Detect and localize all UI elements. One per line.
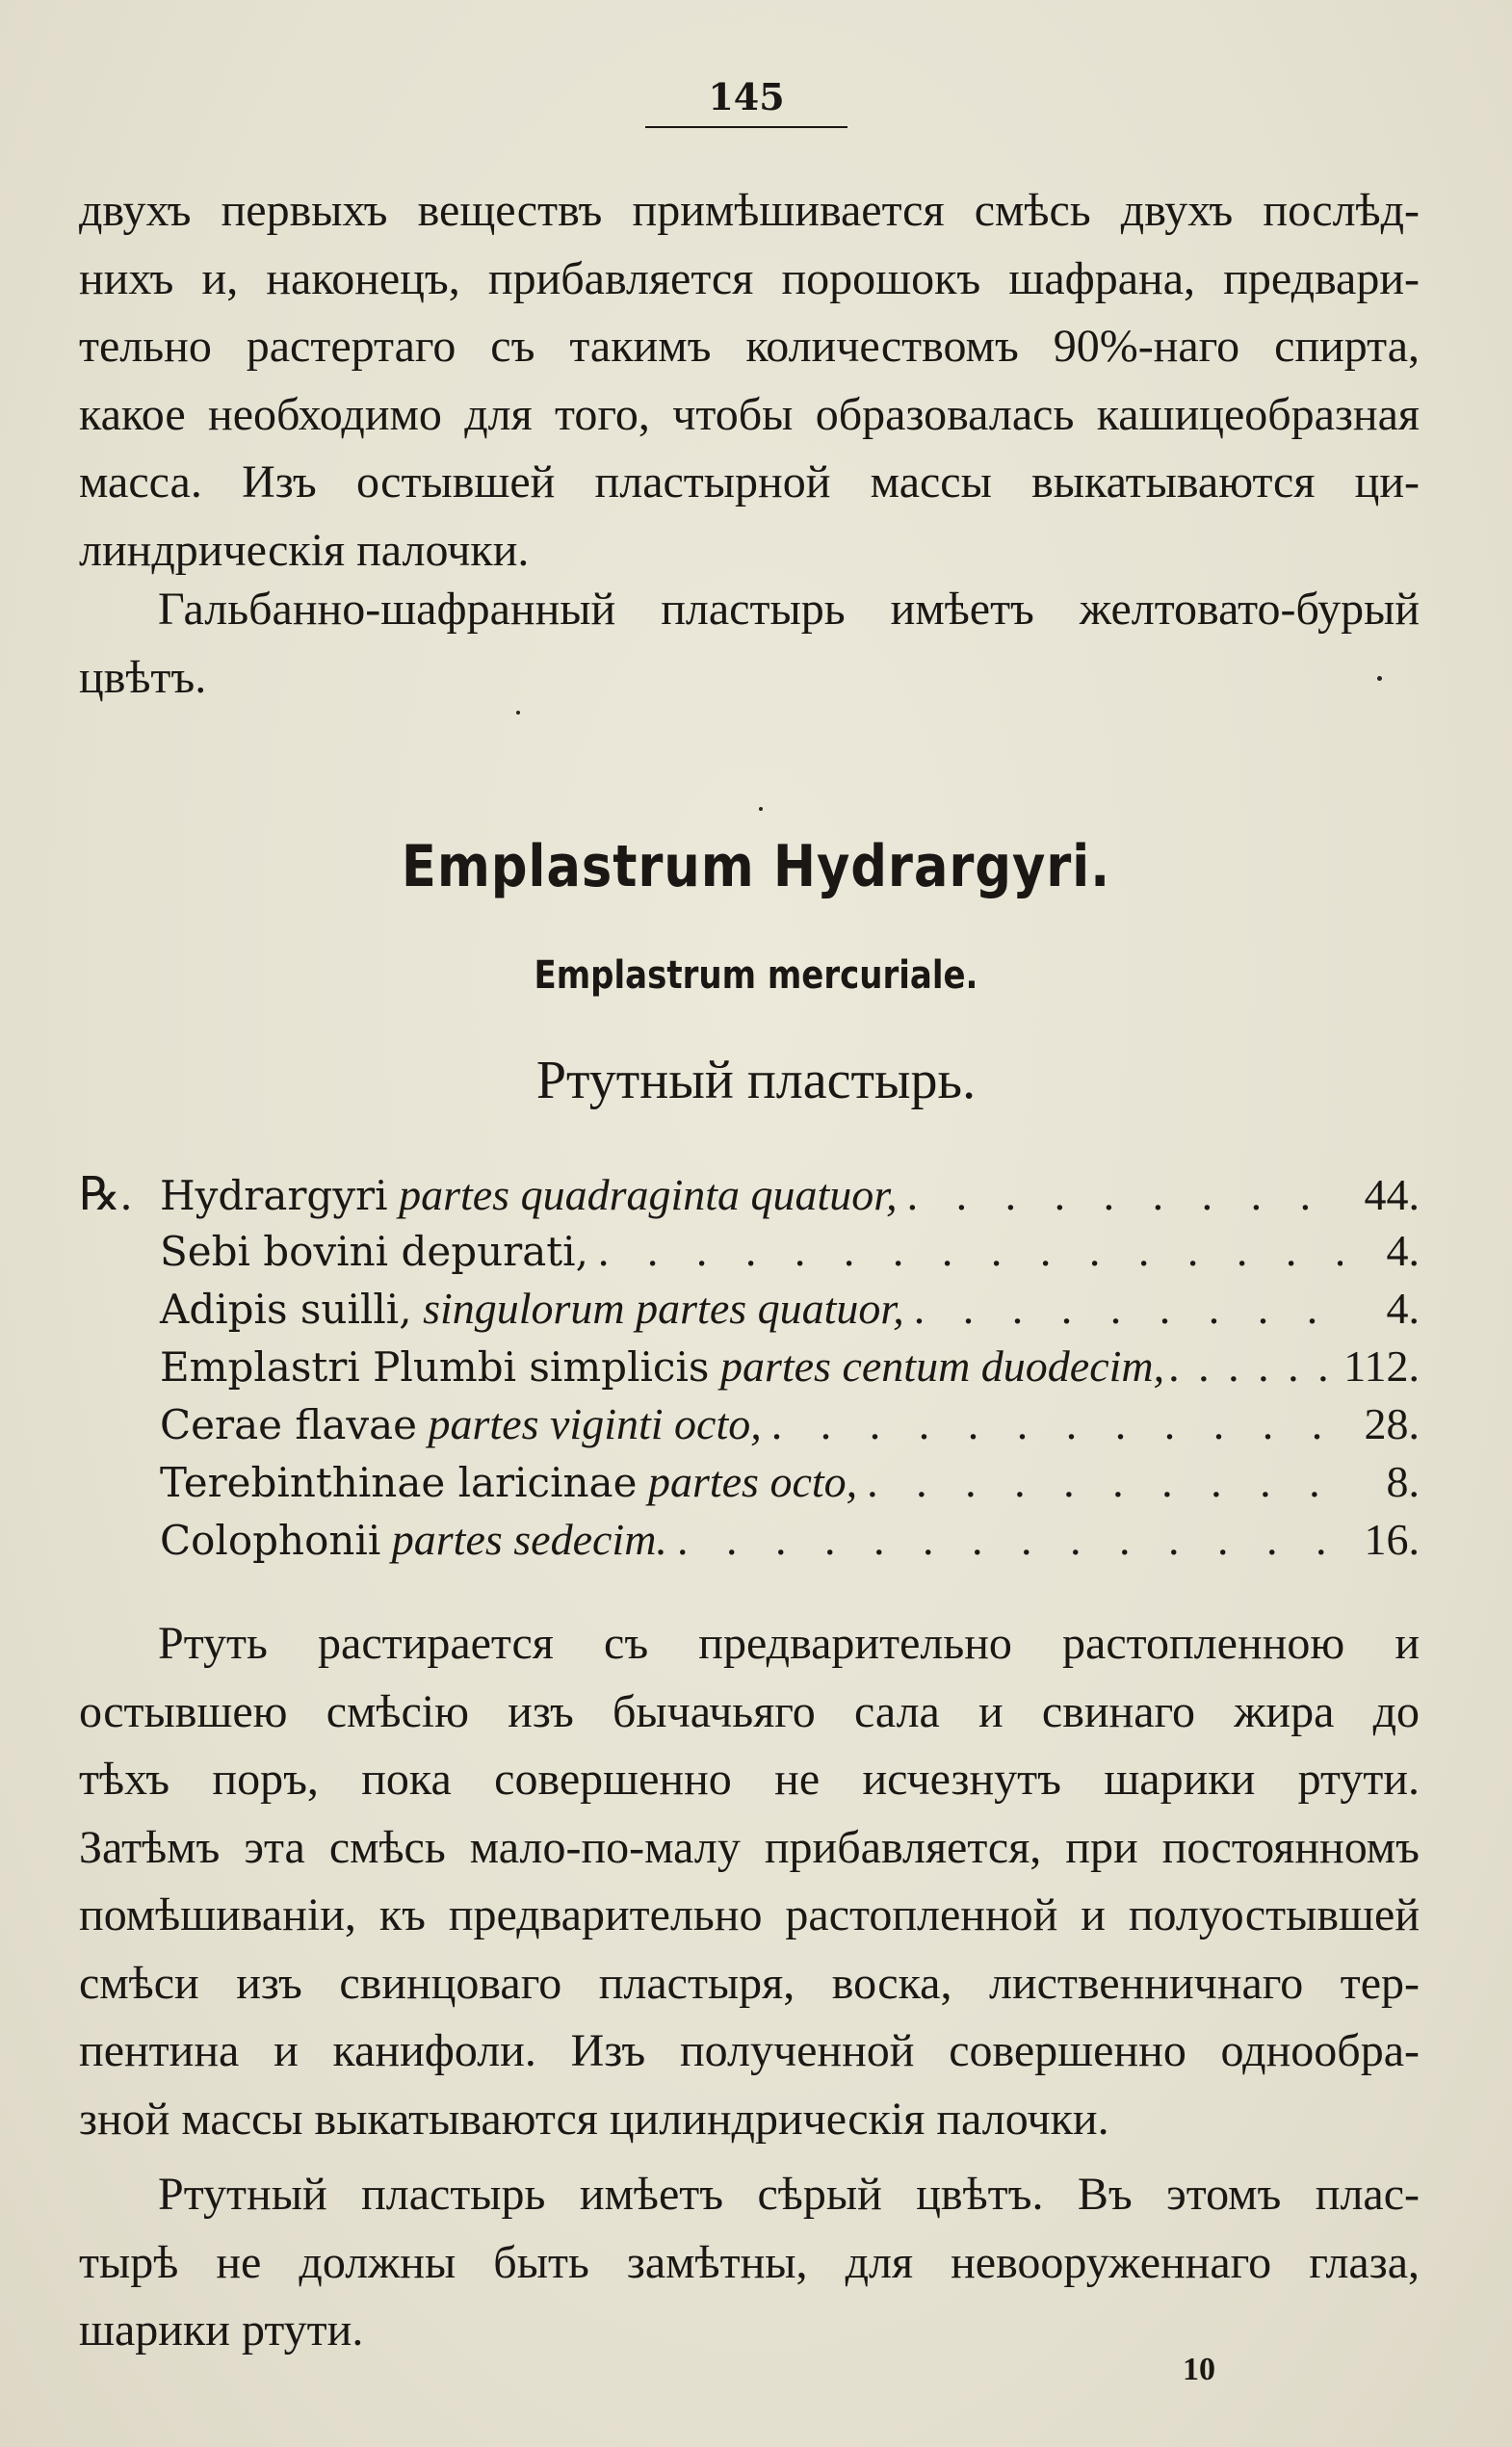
ingredient-note: partes quadraginta quatuor, <box>399 1170 898 1219</box>
leader-dots <box>762 1398 1343 1449</box>
leader-dots <box>904 1283 1343 1334</box>
ingredient <box>160 1514 667 1565</box>
ingredient-name: Hydrargyri <box>160 1172 388 1219</box>
text-line: остывшею смѣсію изъ бычачьяго сала и свинаго жира до <box>79 1685 1420 1737</box>
ingredient-name: Sebi bovini depurati, <box>160 1228 588 1275</box>
leader-dots <box>1164 1341 1343 1392</box>
text-line: цвѣтъ. <box>79 651 207 703</box>
ingredient-note: partes viginti octo, <box>428 1399 762 1448</box>
text-line: помѣшиванiи, къ предварительно растопленной и полуостывшей <box>79 1889 1420 1940</box>
ingredient-quantity: 16. <box>1364 1515 1420 1564</box>
recipe-row <box>79 1225 1420 1283</box>
signature-mark: 10 <box>1183 2352 1215 2387</box>
text-line: двухъ первыхъ веществъ примѣшивается смѣсь двухъ послѣд- <box>79 185 1420 236</box>
recipe-row <box>79 1167 1420 1225</box>
text-line: тырѣ не должны быть замѣтны, для невооруженнаго глаза, <box>79 2236 1420 2288</box>
text-line: шарики ртути. <box>79 2304 364 2356</box>
ingredient-name: Colophonii <box>160 1517 381 1564</box>
text-line: смѣси изъ свинцоваго пластыря, воска, лиственничнаго тер- <box>79 1957 1420 2009</box>
leader-dots <box>898 1169 1343 1220</box>
recipe-row <box>79 1283 1420 1341</box>
ingredient-quantity: 112. <box>1343 1341 1420 1391</box>
text-line: Ртуть растирается съ предварительно растопленною и <box>158 1618 1420 1669</box>
section-subtitle: Emplastrum mercuriale. <box>534 953 978 998</box>
ink-speck <box>516 711 520 715</box>
instructions-closing-paragraph <box>79 2161 1420 2365</box>
ingredient <box>160 1456 857 1507</box>
section-title-russian: Ртутный пластырь. <box>535 1051 977 1110</box>
leader-dots <box>667 1514 1343 1565</box>
ink-speck <box>759 807 763 811</box>
recipe-row <box>79 1341 1420 1398</box>
ingredient-name: Emplastri Plumbi simplicis <box>160 1343 710 1391</box>
recipe-row <box>79 1456 1420 1514</box>
text-line: масса. Изъ остывшей пластырной массы выкатываются ци- <box>79 456 1420 508</box>
intro-closing-paragraph <box>79 576 1420 712</box>
recipe-symbol: ℞. <box>79 1169 133 1220</box>
ingredient-quantity: 8. <box>1386 1457 1420 1506</box>
ingredient-quantity: 44. <box>1364 1170 1420 1219</box>
recipe-row <box>79 1398 1420 1456</box>
ingredient-note: partes centum duodecim, <box>719 1341 1165 1391</box>
page-number: 145 <box>645 75 847 128</box>
text-line: какое необходимо для того, чтобы образовалась кашицеобразная <box>79 388 1420 440</box>
leader-dots <box>588 1225 1343 1276</box>
ingredient-name: Adipis suilli, <box>160 1286 412 1333</box>
text-line: тѣхъ поръ, пока совершенно не исчезнутъ шарики ртути. <box>79 1754 1420 1805</box>
text-line: Ртутный пластырь имѣетъ сѣрый цвѣтъ. Въ этомъ плас- <box>158 2169 1420 2220</box>
text-line: Затѣмъ эта смѣсь мало-по-малу прибавляется, при постоянномъ <box>79 1821 1420 1873</box>
text-line: пентина и канифоли. Изъ полученной совершенно однообра- <box>79 2025 1420 2076</box>
instructions-paragraph <box>79 1610 1420 2153</box>
text-line: линдрическія палочки. <box>79 524 530 576</box>
ingredient-quantity: 4. <box>1386 1284 1420 1333</box>
ink-speck <box>1377 676 1382 681</box>
ingredient-note: partes octo, <box>647 1457 858 1506</box>
text-line: нихъ и, наконецъ, прибавляется порошокъ шафрана, предвари- <box>79 252 1420 304</box>
recipe-row <box>79 1514 1420 1572</box>
ingredient-name: Cerae flavae <box>160 1401 417 1448</box>
ingredient-note: singulorum partes quatuor, <box>423 1284 904 1333</box>
intro-paragraph <box>79 177 1420 585</box>
ingredient <box>160 1283 904 1334</box>
ingredient <box>160 1341 1164 1392</box>
ingredient-quantity: 4. <box>1386 1226 1420 1275</box>
leader-dots <box>857 1456 1343 1507</box>
ingredient <box>160 1169 898 1220</box>
ingredient-quantity: 28. <box>1364 1399 1420 1448</box>
text-line: Гальбанно-шафранный пластырь имѣетъ желтовато-бурый <box>158 584 1420 635</box>
recipe-list <box>79 1167 1420 1572</box>
text-line: тельно растертаго съ такимъ количествомъ 90%-наго спирта, <box>79 321 1420 372</box>
ingredient-name: Terebinthinae laricinae <box>160 1459 638 1506</box>
ingredient-note: partes sedecim. <box>391 1515 667 1564</box>
ingredient <box>160 1225 588 1276</box>
text-line: зной массы выкатываются цилиндрическія палочки. <box>79 2093 1109 2145</box>
ingredient <box>160 1398 762 1449</box>
section-title: Emplastrum Hydrargyri. <box>401 833 1111 900</box>
